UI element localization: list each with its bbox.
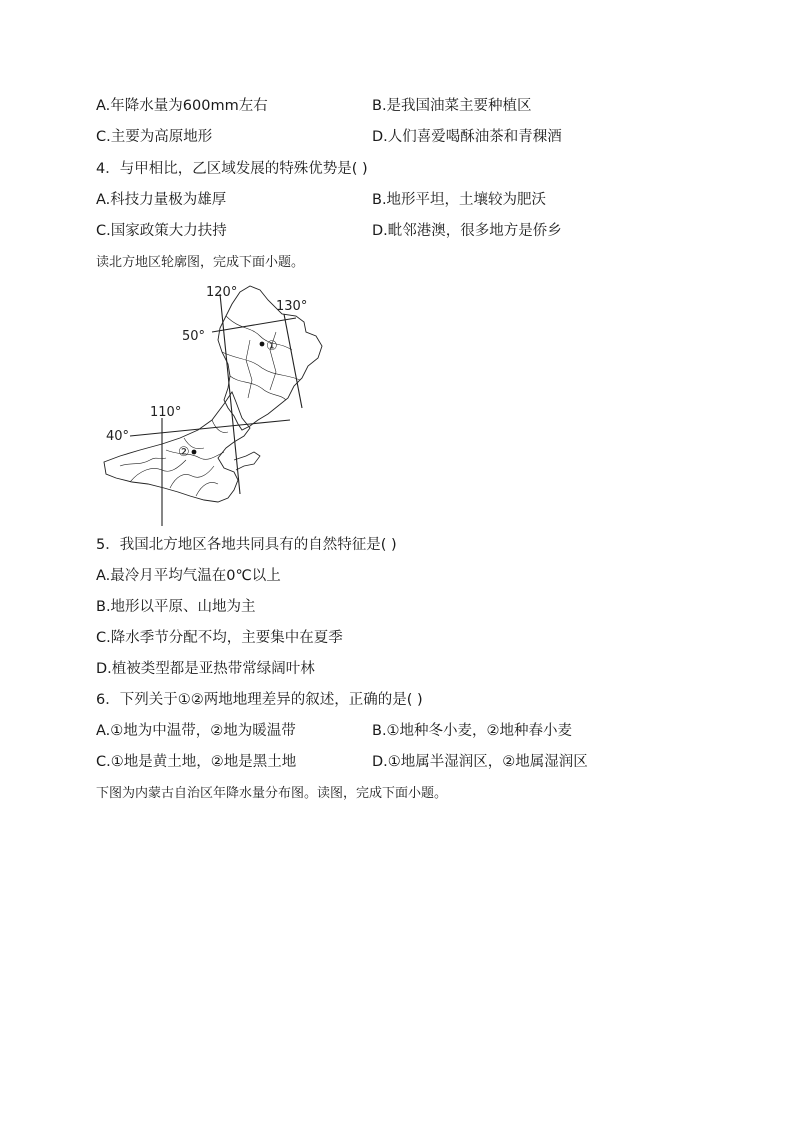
q5-stem: 5．我国北方地区各地共同具有的自然特征是( ) [96,537,397,553]
map-intro: 读北方地区轮廓图，完成下面小题。 [96,255,305,270]
q3-option-d: D.人们喜爱喝酥油茶和青稞酒 [372,129,562,145]
point-1-dot [260,342,265,347]
next-map-intro: 下图为内蒙古自治区年降水量分布图。读图，完成下面小题。 [96,786,448,801]
q6-option-a: A.①地为中温带，②地为暖温带 [96,723,296,739]
point-2-dot [192,450,197,455]
q5-option-d: D.植被类型都是亚热带常绿阔叶林 [96,661,315,677]
q6-option-c: C.①地是黄土地，②地是黑土地 [96,754,297,770]
parallel-50 [212,318,296,332]
label-marker-1: ① [266,339,278,354]
label-lon-120: 120° [206,285,238,300]
q6-option-b: B.①地种冬小麦，②地种春小麦 [372,723,573,739]
northern-region-map [100,280,330,530]
q4-option-c: C.国家政策大力扶持 [96,223,227,239]
parallel-40 [130,420,290,436]
q3-option-b: B.是我国油菜主要种植区 [372,98,532,114]
q3-option-a: A.年降水量为600mm左右 [96,98,268,114]
label-lon-130: 130° [276,299,308,314]
q5-option-c: C.降水季节分配不均，主要集中在夏季 [96,630,343,646]
q4-option-d: D.毗邻港澳，很多地方是侨乡 [372,223,562,239]
label-lon-110: 110° [150,405,182,420]
q5-option-a: A.最冷月平均气温在0℃以上 [96,568,281,584]
q6-option-d: D.①地属半湿润区，②地属湿润区 [372,754,588,770]
label-marker-2: ② [178,445,190,460]
meridian-130 [284,314,302,408]
q4-option-a: A.科技力量极为雄厚 [96,192,227,208]
q4-stem: 4．与甲相比，乙区域发展的特殊优势是( ) [96,161,368,177]
label-lat-50: 50° [182,329,206,344]
q6-stem: 6．下列关于①②两地地理差异的叙述，正确的是( ) [96,692,423,708]
q3-option-c: C.主要为高原地形 [96,129,213,145]
q4-option-b: B.地形平坦，土壤较为肥沃 [372,192,547,208]
label-lat-40: 40° [106,429,130,444]
q5-option-b: B.地形以平原、山地为主 [96,599,256,615]
